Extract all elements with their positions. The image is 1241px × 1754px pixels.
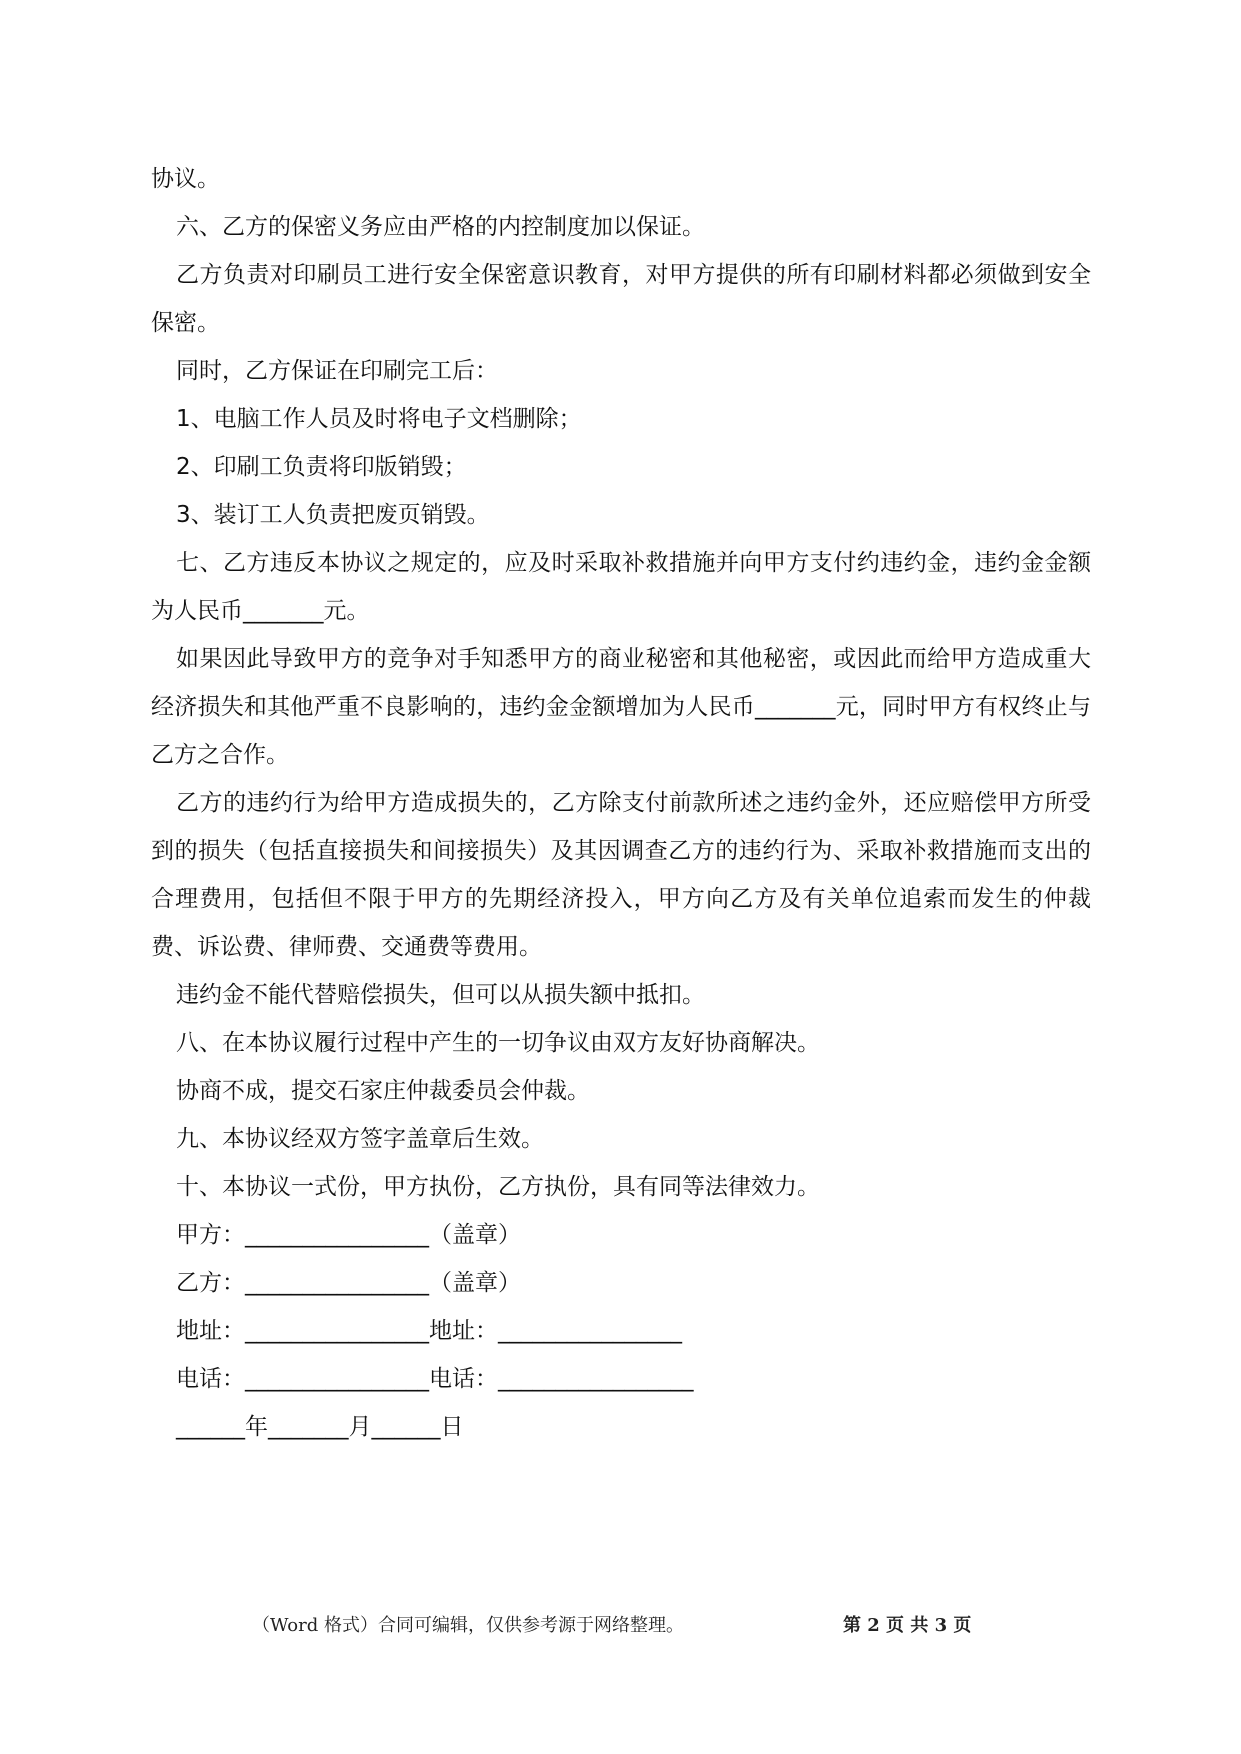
- paragraph: 如果因此导致甲方的竞争对手知悉甲方的商业秘密和其他秘密，或因此而给甲方造成重大经济损失和其他严重不良影响的，违约金金额增加为人民币_______元，同时甲方有权终止与乙方之合作。: [151, 646, 1091, 768]
- paragraph: 十、本协议一式份，甲方执份，乙方执份，具有同等法律效力。: [176, 1174, 820, 1200]
- footer-note: （Word 格式）合同可编辑，仅供参考源于网络整理。: [252, 1615, 684, 1636]
- paragraph: 九、本协议经双方签字盖章后生效。: [176, 1126, 544, 1152]
- paragraph: 协商不成，提交石家庄仲裁委员会仲裁。: [176, 1078, 590, 1104]
- date-line: ______年_______月______日: [176, 1414, 464, 1440]
- address-line: 地址：________________地址：________________: [176, 1318, 682, 1344]
- paragraph: 乙方的违约行为给甲方造成损失的，乙方除支付前款所述之违约金外，还应赔偿甲方所受到的损失（包括直接损失和间接损失）及其因调查乙方的违约行为、采取补救措施而支出的合理费用，包括但不限于甲方的先期经济投入，甲方向乙方及有关单位追索而发生的仲裁费、诉讼费、律师费、交通费等费用。: [151, 790, 1091, 960]
- page-number: 第 2 页 共 3 页: [843, 1615, 972, 1636]
- paragraph: 乙方负责对印刷员工进行安全保密意识教育，对甲方提供的所有印刷材料都必须做到安全保密。: [151, 262, 1091, 336]
- paragraph: 同时，乙方保证在印刷完工后：: [176, 358, 498, 384]
- paragraph: 协议。: [151, 166, 220, 192]
- paragraph: 六、乙方的保密义务应由严格的内控制度加以保证。: [176, 214, 705, 240]
- paragraph: 七、乙方违反本协议之规定的，应及时采取补救措施并向甲方支付约违约金，违约金金额为人民币_______元。: [151, 550, 1091, 624]
- list-item: 1、电脑工作人员及时将电子文档删除；: [176, 406, 582, 432]
- list-item: 2、印刷工负责将印版销毁；: [176, 454, 467, 480]
- party-b-line: 乙方：________________（盖章）: [176, 1270, 521, 1296]
- party-a-line: 甲方：________________（盖章）: [176, 1222, 521, 1248]
- paragraph: 违约金不能代替赔偿损失，但可以从损失额中抵扣。: [176, 982, 705, 1008]
- phone-line: 电话：________________电话：_________________: [176, 1366, 694, 1392]
- paragraph: 八、在本协议履行过程中产生的一切争议由双方友好协商解决。: [176, 1030, 820, 1056]
- list-item: 3、装订工人负责把废页销毁。: [176, 502, 490, 528]
- document-body: [151, 155, 1091, 1451]
